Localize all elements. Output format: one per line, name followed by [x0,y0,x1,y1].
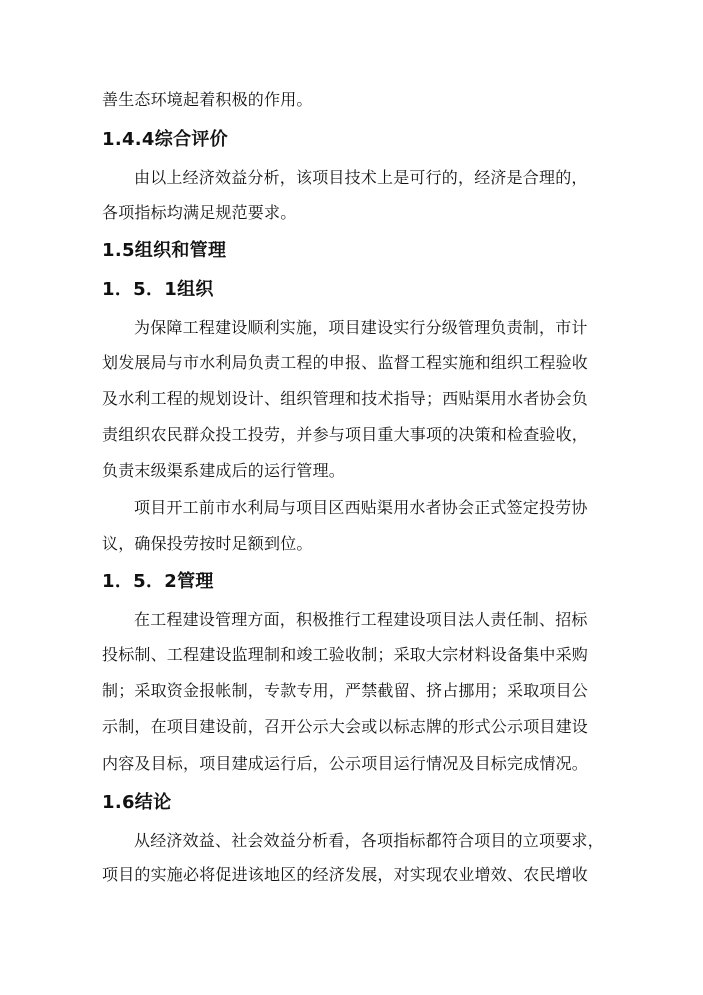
body-line: 由以上经济效益分析，该项目技术上是可行的，经济是合理的， [134,168,588,187]
body-line: 责组织农民群众投工投劳，并参与项目重大事项的决策和检查验收， [102,425,589,444]
body-line: 议，确保投劳按时足额到位。 [102,534,313,553]
body-line: 示制，在项目建设前，召开公示大会或以标志牌的形式公示项目建设 [102,717,589,736]
section-heading: 1．5．2管理 [102,571,214,592]
section-heading: 1．5．1组织 [102,279,214,300]
body-line: 各项指标均满足规范要求。 [102,203,297,222]
section-heading: 1.4.4综合评价 [102,129,228,150]
body-line: 项目开工前市水利局与项目区西贴渠用水者协会正式签定投劳协 [134,498,588,517]
section-heading: 1.5组织和管理 [102,240,227,261]
body-line: 及水利工程的规划设计、组织管理和技术指导；西贴渠用水者协会负 [102,389,589,408]
body-line: 负责末级渠系建成后的运行管理。 [102,461,346,480]
body-line: 制；采取资金报帐制，专款专用，严禁截留、挤占挪用；采取项目公 [102,681,589,700]
section-heading: 1.6结论 [102,792,172,813]
body-line: 从经济效益、社会效益分析看，各项指标都符合项目的立项要求， [134,831,604,850]
body-line: 投标制、工程建设监理制和竣工验收制；采取大宗材料设备集中采购 [102,645,589,664]
body-line: 在工程建设管理方面，积极推行工程建设项目法人责任制、招标 [134,610,588,629]
body-line: 善生态环境起着积极的作用。 [102,90,313,109]
body-line: 内容及目标，项目建成运行后，公示项目运行情况及目标完成情况。 [102,754,589,773]
body-line: 划发展局与市水利局负责工程的申报、监督工程实施和组织工程验收 [102,353,589,372]
body-line: 项目的实施必将促进该地区的经济发展，对实现农业增效、农民增收 [102,865,589,884]
body-line: 为保障工程建设顺利实施，项目建设实行分级管理负责制，市计 [134,318,588,337]
